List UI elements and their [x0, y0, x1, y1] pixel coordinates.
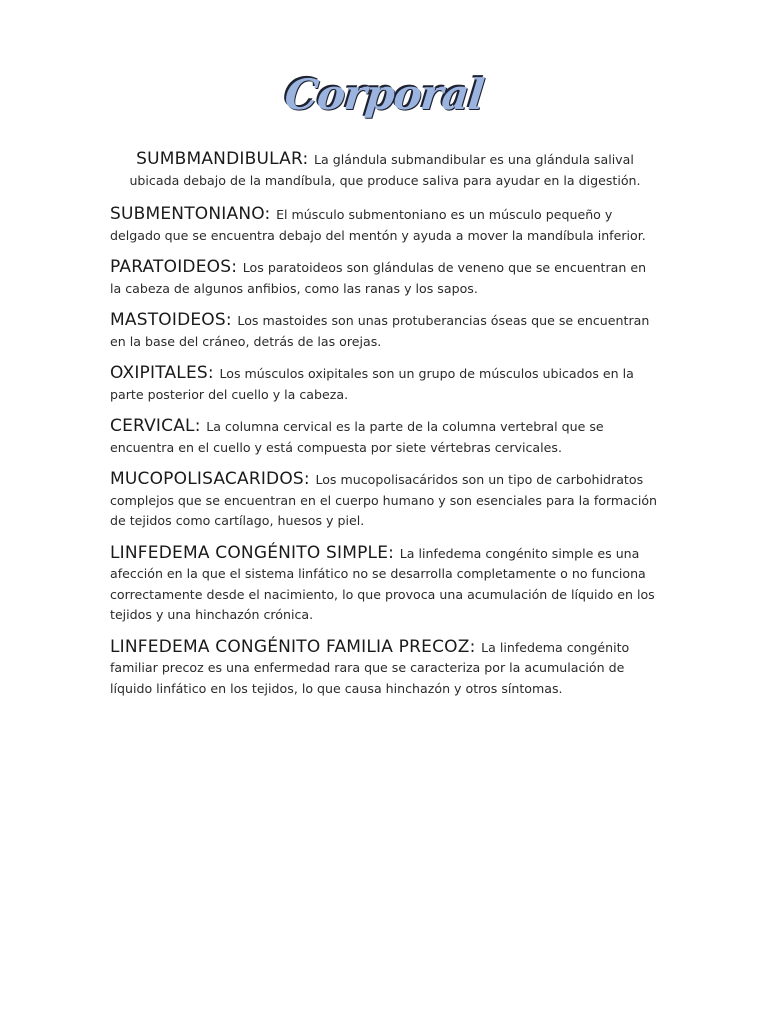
glossary-entry-submentoniano	[110, 205, 660, 246]
glossary-entry-mucopolisacaridos	[110, 470, 660, 532]
entry-definition: La linfedema congénito simple es una afección en la que el sistema linfático no se desarrolla completamente o no funciona correctamente desde el nacimiento, lo que provoca una acumulación de líquido en los tejidos y una hinchazón crónica.	[110, 545, 655, 622]
page-title: Corporal	[282, 70, 486, 119]
glossary-entry-linfedema-simple	[110, 544, 660, 626]
entry-definition: Los músculos oxipitales son un grupo de músculos ubicados en la parte posterior del cuello y la cabeza.	[110, 366, 634, 402]
entry-definition: El músculo submentoniano es un músculo pequeño y delgado que se encuentra debajo del mentón y ayuda a mover la mandíbula inferior.	[110, 207, 646, 243]
entry-definition: La linfedema congénito familiar precoz es una enfermedad rara que se caracteriza por la acumulación de líquido linfático en los tejidos, lo que causa hinchazón y otros síntomas.	[110, 639, 630, 696]
entry-term: MUCOPOLISACARIDOS:	[110, 469, 316, 489]
glossary-entry-oxipitales	[110, 364, 660, 405]
entry-term: SUMBMANDIBULAR:	[136, 149, 315, 169]
glossary-entry-linfedema-precoz	[110, 638, 660, 700]
glossary-entry-paratoideos	[110, 258, 660, 299]
entry-term: OXIPITALES:	[110, 363, 220, 383]
glossary-entry-cervical	[110, 417, 660, 458]
entry-term: CERVICAL:	[110, 416, 207, 436]
entry-definition: La columna cervical es la parte de la columna vertebral que se encuentra en el cuello y está compuesta por siete vértebras cervicales.	[110, 419, 604, 455]
glossary-entry-mastoideos	[110, 311, 660, 352]
entry-definition: Los paratoideos son glándulas de veneno que se encuentran en la cabeza de algunos anfibios, como las ranas y los sapos.	[110, 260, 647, 296]
entry-term: LINFEDEMA CONGÉNITO FAMILIA PRECOZ:	[110, 636, 482, 657]
glossary-list	[110, 150, 660, 711]
title-container	[0, 70, 768, 119]
entry-definition: La glándula submandibular es una glándula salival ubicada debajo de la mandíbula, que produce saliva para ayudar en la digestión.	[129, 152, 641, 188]
entry-term: LINFEDEMA CONGÉNITO SIMPLE:	[110, 542, 400, 563]
entry-definition: Los mucopolisacáridos son un tipo de carbohidratos complejos que se encuentran en el cuerpo humano y son esenciales para la formación de tejidos como cartílago, huesos y piel.	[110, 472, 658, 528]
entry-term: PARATOIDEOS:	[110, 257, 243, 277]
entry-term: SUBMENTONIANO:	[110, 204, 277, 224]
entry-term: MASTOIDEOS:	[110, 310, 238, 330]
entry-definition: Los mastoides son unas protuberancias óseas que se encuentran en la base del cráneo, detrás de las orejas.	[110, 313, 650, 349]
glossary-entry-submandibular	[110, 150, 660, 191]
